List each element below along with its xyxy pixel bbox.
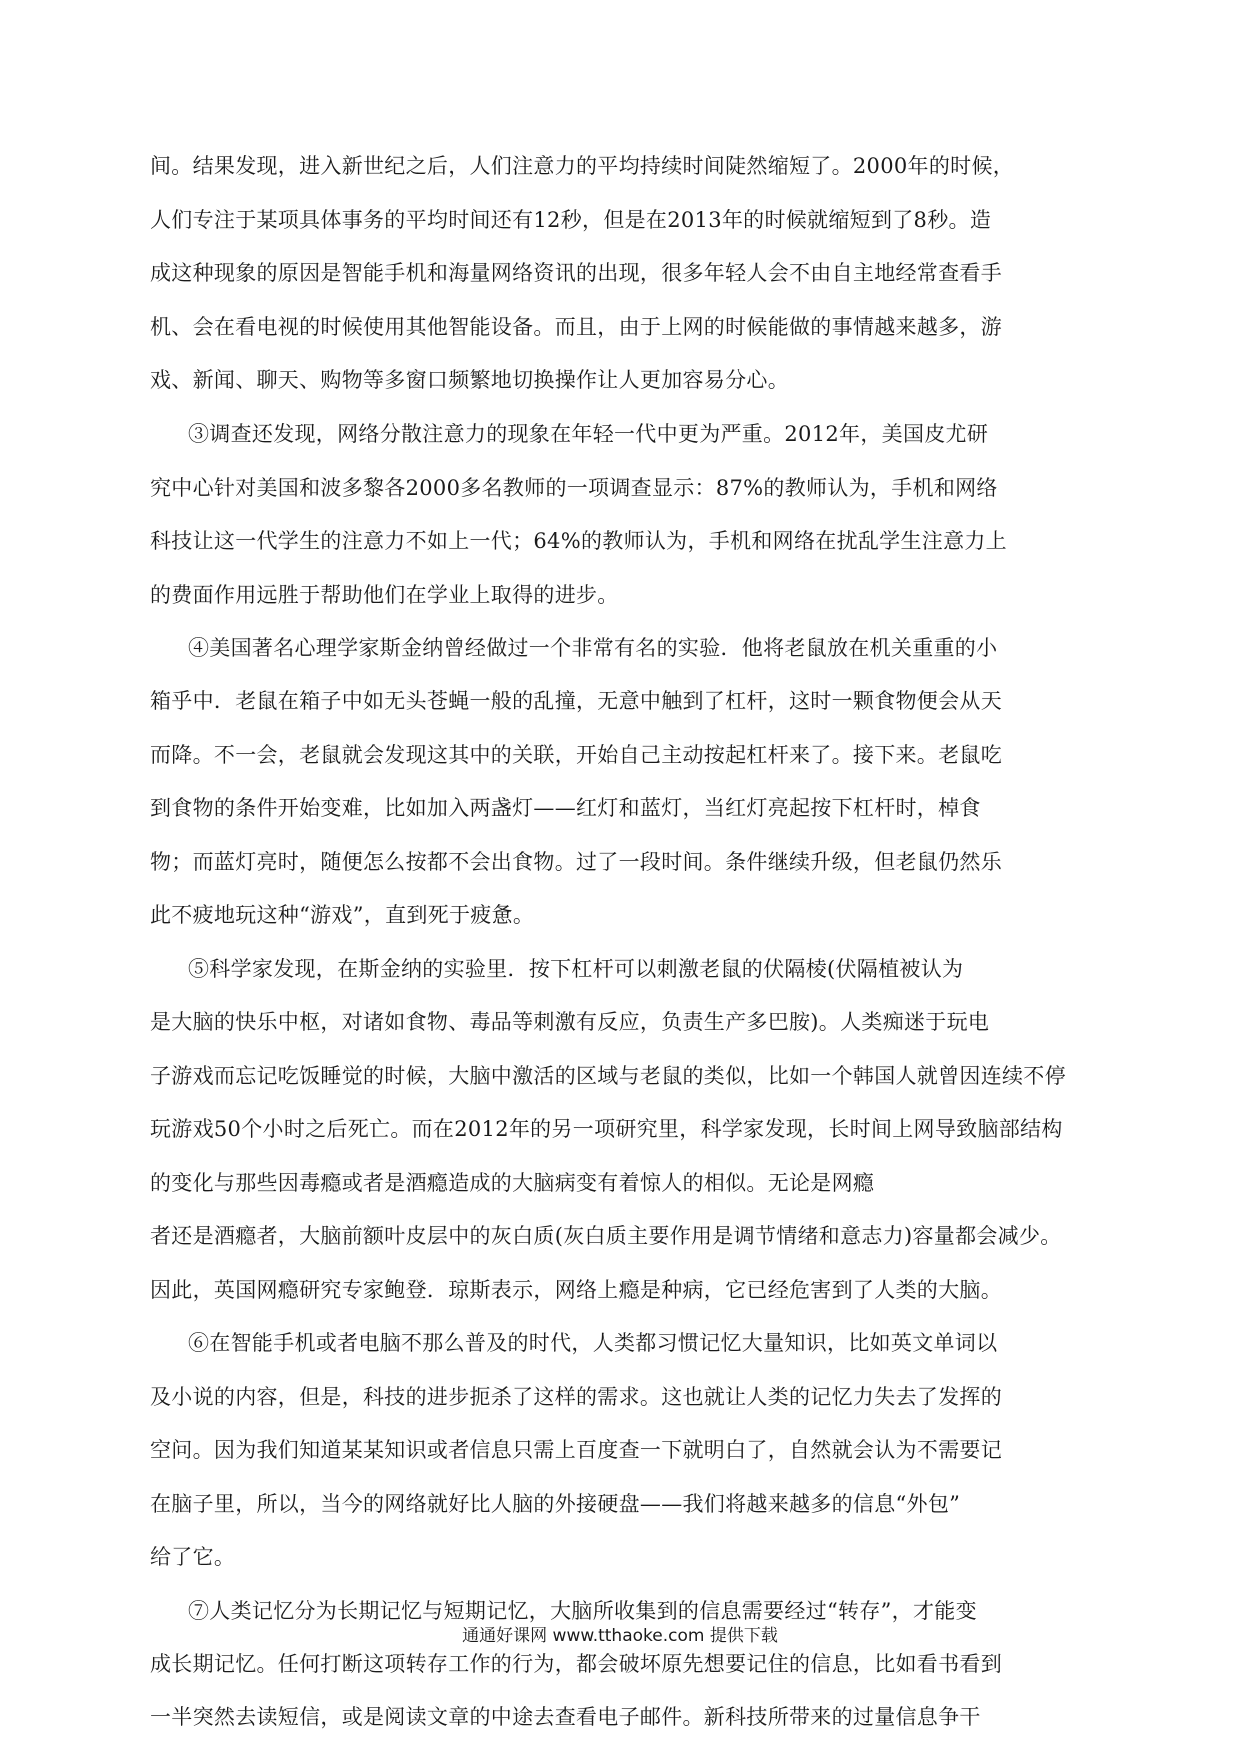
text-line-27: 给了它。 — [150, 1545, 236, 1569]
text-line-21: 者还是酒瘾者，大脑前额叶皮层中的灰白质(灰白质主要作用是调节情绪和意志力)容量都会减少。 — [150, 1224, 1062, 1248]
text-line-5: 戏、新闻、聊天、购物等多窗口频繁地切换操作让人更加容易分心。 — [150, 368, 789, 392]
paragraph-3-start: ③调查还发现，网络分散注意力的现象在年轻一代中更为严重。2012年，美国皮尤研 — [188, 422, 989, 446]
text-line-12: 而降。不一会，老鼠就会发现这其中的关联，开始自己主动按起杠杆来了。接下来。老鼠吃 — [150, 743, 1002, 767]
text-line-18: 子游戏而忘记吃饭睡觉的时候，大脑中激活的区域与老鼠的类似，比如一个韩国人就曾因连续不停 — [150, 1064, 1066, 1088]
text-line-26: 在脑子里，所以，当今的网络就好比人脑的外接硬盘——我们将越来越多的信息“外包” — [150, 1492, 961, 1516]
text-line-19: 玩游戏50个小时之后死亡。而在2012年的另一项研究里，科学家发现，长时间上网导致脑部结构 — [150, 1117, 1063, 1141]
text-line-3: 成这种现象的原因是智能手机和海量网络资讯的出现，很多年轻人会不由自主地经常查看手 — [150, 261, 1002, 285]
text-line-14: 物；而蓝灯亮时，随便怎么按都不会出食物。过了一段时间。条件继续升级，但老鼠仍然乐 — [150, 850, 1002, 874]
text-line-25: 空问。因为我们知道某某知识或者信息只需上百度查一下就明白了，自然就会认为不需要记 — [150, 1438, 1002, 1462]
text-line-4: 机、会在看电视的时候使用其他智能设备。而且，由于上网的时候能做的事情越来越多，游 — [150, 315, 1002, 339]
text-line-2: 人们专注于某项具体事务的平均时间还有12秒，但是在2013年的时候就缩短到了8秒。造 — [150, 208, 992, 232]
page-footer: 通通好课网 www.tthaoke.com 提供下载 — [462, 1626, 778, 1646]
paragraph-5-start: ⑤科学家发现，在斯金纳的实验里．按下杠杆可以刺激老鼠的伏隔棱(伏隔植被认为 — [188, 957, 964, 981]
text-line-9: 的费面作用远胜于帮助他们在学业上取得的进步。 — [150, 583, 619, 607]
paragraph-4-start: ④美国著名心理学家斯金纳曾经做过一个非常有名的实验．他将老鼠放在机关重重的小 — [188, 636, 998, 660]
text-line-30: 一半突然去读短信，或是阅读文章的中途去查看电子邮件。新科技所带来的过量信息争干 — [150, 1705, 981, 1729]
text-line-11: 箱乎中．老鼠在箱子中如无头苍蝇一般的乱撞，无意中触到了杠杆，这时一颗食物便会从天 — [150, 689, 1002, 713]
text-line-7: 究中心针对美国和波多黎各2000多名教师的一项调查显示：87%的教师认为，手机和网络 — [150, 476, 998, 500]
text-line-24: 及小说的内容，但是，科技的进步扼杀了这样的需求。这也就让人类的记忆力失去了发挥的 — [150, 1385, 1002, 1409]
text-line-13: 到食物的条件开始变难，比如加入两盏灯——红灯和蓝灯，当红灯亮起按下杠杆时，棹食 — [150, 796, 981, 820]
text-line-20: 的变化与那些因毒瘾或者是酒瘾造成的大脑病变有着惊人的相似。无论是网瘾 — [150, 1171, 875, 1195]
paragraph-6-start: ⑥在智能手机或者电脑不那么普及的时代，人类都习惯记忆大量知识，比如英文单词以 — [188, 1331, 998, 1355]
text-line-29: 成长期记忆。任何打断这项转存工作的行为，都会破坏原先想要记住的信息，比如看书看到 — [150, 1652, 1002, 1676]
text-line-22: 因此，英国网瘾研究专家鲍登．琼斯表示，网络上瘾是种病，它已经危害到了人类的大脑。 — [150, 1278, 1002, 1302]
text-line-15: 此不疲地玩这种“游戏”，直到死于疲惫。 — [150, 903, 535, 927]
text-line-8: 科技让这一代学生的注意力不如上一代；64%的教师认为，手机和网络在扰乱学生注意力上 — [150, 529, 1007, 553]
text-line-1: 间。结果发现，进入新世纪之后，人们注意力的平均持续时间陡然缩短了。2000年的时候， — [150, 154, 1015, 178]
text-line-17: 是大脑的快乐中枢，对诸如食物、毒品等刺激有反应，负责生产多巴胺)。人类痴迷于玩电 — [150, 1010, 990, 1034]
paragraph-7-start: ⑦人类记忆分为长期记忆与短期记忆，大脑所收集到的信息需要经过“转存”，才能变 — [188, 1599, 977, 1623]
